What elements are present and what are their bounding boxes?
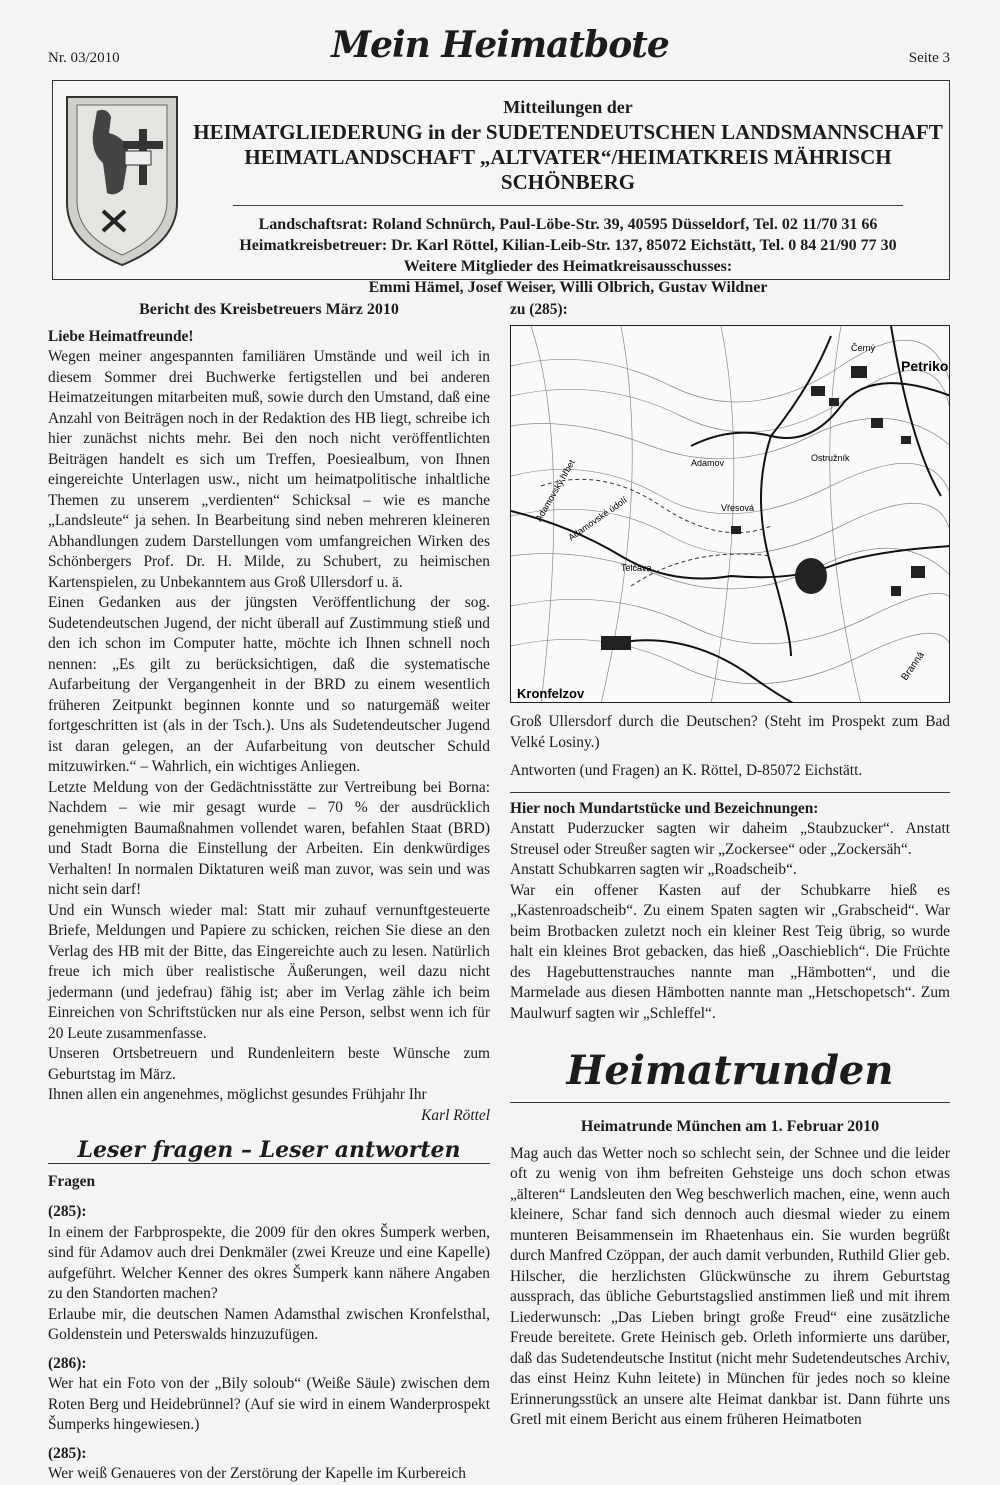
dialect-paragraph-2: Anstatt Schubkarren sagten wir „Roadscheib“.: [510, 861, 797, 878]
question-285-number: (285):: [48, 1203, 87, 1220]
report-paragraph-2: Einen Gedanken aus der jüngsten Veröffentlichung der sog. Sudetendeutschen Jugend, der nicht überall auf Zustimmung stieß und den ich schon im Computer hatte, möchte ich Ihnen schnell noch nennen: „Es gilt zu berücksichtigen, daß die systematische Aufarbeitung der Vergangenheit in der BRD zu einem wesentlich früheren Zeitpunkt beginnen konnte und so naturgemäß weiter fortgeschritten ist (als in der Tsch.). Uns als Sudetendeutscher Jugend ist daran gelegen, an der Aufarbeitung von deutscher Schuld mitzuwirken.“ – Wahrlich, ein wichtiges Anliegen.: [48, 594, 490, 775]
map-drawing: [511, 326, 950, 703]
report-paragraph-6: Ihnen allen ein angenehmes, möglichst gesundes Frühjahr Ihr: [48, 1086, 427, 1103]
banner-line1: Mitteilungen der: [503, 97, 633, 117]
right-column-lower: [510, 712, 950, 1431]
map-label-ostruznik: Ostružník: [811, 453, 850, 463]
contact-heimatkreisbetreuer: Heimatkreisbetreuer: Dr. Karl Röttel, Kilian-Leib-Str. 137, 85072 Eichstätt, Tel. 0 84 21/90 77 30: [239, 237, 897, 254]
signature: Karl Röttel: [421, 1106, 490, 1124]
munich-paragraph: Mag auch das Wetter noch so schlecht sein, der Schnee und die leider oft zu wenig von ihm befreiten Gehsteige uns doch schon etwas „älteren“ Landsleuten den Weg beschwerlich machen, eine, wenn auch kleinere, Schar fand sich dennoch auch diesmal wieder zu einem munteren Beisammensein im Rhaetenhaus ein. Sie wurden begrüßt durch Manfred Czöppan, der auch damit verbunden, Ruthild Glier geb. Hilscher, die herzlichsten Glückwünsche zu ihrem Geburtstag aussprach, das übliche Geburtstagslied anstimmen ließ und mit ihrem Liederwunsch: „Das Lieben bringt große Freud“ eine zusätzliche Freude bereitete. Grete Heinisch geb. Orleth informierte uns darüber, daß das Sudetendeutsche Institut (nicht mehr Sudetendeutsches Archiv, das einst Heinz Kuhn leitete) in München für jedes noch so kleine Erinnerungsstück an unsere alte Heimat dankbar ist. Dann führte uns Gretl mit einem Bericht aus einem früheren Heimatboten: [510, 1144, 950, 1428]
dialect-paragraph-3: War ein offener Kasten auf der Schubkarre hieß es „Kastenroadscheib“. Zu einem Spaten sagten wir „Grabscheid“. War beim Brotbacken zuletzt noch ein kleiner Rest Teig übrig, so wurde halt ein kleines Brot gebacken, das hieß „Oaschieblich“. Die Früchte des Hagebuttenstrauches nannte man „Hämbotten“, und die Marmelade aus diesen Hämbotten nannte man „Hetschopetsch“. Zum Maulwurf sagten wir „Schleffel“.: [510, 881, 950, 1022]
topographic-map: [510, 325, 950, 703]
dialect-paragraph-1: Anstatt Puderzucker sagten wir daheim „Staubzucker“. Anstatt Streusel oder Streußer sagten wir „Zockersee“ oder „Zockersäh“.: [510, 820, 950, 858]
question-285b-number: (285):: [48, 1444, 87, 1462]
dialect-heading: Hier noch Mundartstücke und Bezeichnungen:: [510, 799, 819, 817]
banner-line3: HEIMATLANDSCHAFT „ALTVATER“/HEIMATKREIS MÄHRISCH SCHÖNBERG: [244, 145, 892, 194]
masthead-logo: Mein Heimatbote: [331, 24, 669, 66]
map-label-adamov: Adamov: [691, 458, 725, 468]
issue-number: Nr. 03/2010: [48, 50, 120, 66]
banner-divider: [233, 205, 903, 206]
map-caption: Groß Ullersdorf durch die Deutschen? (Steht im Prospekt zum Bad Velké Losiny.): [510, 713, 950, 751]
report-paragraph-4: Und ein Wunsch wieder mal: Statt mir zuhauf vernunftgesteuerte Briefe, Meldungen und Papiere zu schicken, reichen Sie diese an den Verlag des HB mit der Bitte, das Eingereichte auch zu lesen. Natürlich freue ich mich über realistische Äußerungen, weil dazu nicht jedermann (und jedefrau) fähig ist; aber im Verlag zähle ich beim Einreichen von Schriftstücken nur als eine Person, selbst wenn ich für 20 Leute zusammenfasse.: [48, 901, 490, 1042]
map-label-adamovske-udoli: Adamovské údolí: [566, 494, 629, 543]
report-paragraph-3: Letzte Meldung von der Gedächtnisstätte zur Vertreibung bei Borna: Nachdem – wie mir gesagt wurde – 70 % der ausdrücklich genehmigten Baumaßnahmen vollendet waren, befahlen Staat (BRD) und Stadt Borna die Einstellung der Arbeiten. Ein denkwürdiges Verhalten! In normalen Diktaturen weiß man zuvor, was sein und was nicht sein darf!: [48, 778, 490, 898]
question-285b-text: Wer weiß Genaueres von der Zerstörung der Kapelle im Kurbereich: [48, 1465, 466, 1482]
report-paragraph-5: Unseren Ortsbetreuern und Rundenleitern beste Wünsche zum Geburtstag im März.: [48, 1045, 490, 1083]
answers-address: Antworten (und Fragen) an K. Röttel, D-85072 Eichstätt.: [510, 762, 863, 779]
page-header: [0, 0, 1000, 80]
questions-heading: Fragen: [48, 1172, 96, 1190]
map-label-petriko: Petriko: [901, 358, 949, 374]
banner-text: [193, 97, 943, 298]
left-column: [48, 300, 490, 1485]
heimatrunden-title: Heimatrunden: [566, 1047, 894, 1094]
map-label-kronfelzov: Kronfelzov: [517, 686, 585, 701]
map-label-telcava: Telčava: [621, 563, 652, 573]
reader-section-title: Leser fragen – Leser antworten: [77, 1137, 461, 1163]
right-column: [510, 300, 950, 321]
members-list: Emmi Hämel, Josef Weiser, Willi Olbrich, Gustav Wildner: [368, 279, 768, 296]
dialect-divider: [510, 792, 950, 793]
contact-landschaftsrat: Landschaftsrat: Roland Schnürch, Paul-Löbe-Str. 39, 40595 Düsseldorf, Tel. 02 11/70 31 66: [258, 216, 878, 233]
question-286-number: (286):: [48, 1354, 87, 1372]
question-285-text: In einem der Farbprospekte, die 2009 für den okres Šumperk werben, sind für Adamov auch drei Denkmäler (zwei Kreuze und eine Kapelle) aufgeführt. Welcher Kenner des okres Šumperk kann nähere Angaben zu den Standorten machen?: [48, 1223, 490, 1302]
map-heading: zu (285):: [510, 301, 568, 318]
banner-line2: HEIMATGLIEDERUNG in der SUDETENDEUTSCHEN LANDSMANNSCHAFT: [193, 120, 943, 144]
map-label-branna: Branná: [899, 649, 927, 683]
map-label-adamovsky-hrbet: Adamovský hřbet: [533, 457, 577, 524]
map-label-cerny: Černý: [851, 343, 876, 353]
greeting: Liebe Heimatfreunde!: [48, 327, 194, 345]
heimatrunden-divider: [510, 1102, 950, 1103]
report-paragraph-1: Wegen meiner angespannten familiären Umstände und weil ich in diesem Sommer drei Buchwerke fertigstellen und bei anderen Heimatzeitungen mitarbeiten muß, sowie durch den Umstand, daß eine Anzahl von Beiträgen noch in der Redaktion des HB liegt, schreibe ich hier zunächst nichts mehr. Bei den noch nicht veröffentlichten Beiträgen handelt es sich um Treffen, Poesiealbum, von Ihnen eingereichte Unterlagen usw., nicht um heimatpolitische inhaltliche Themen zu unserem „verdienten“ Schicksal – wie es manche „Landsleute“ ja sehen. In Bearbeitung sind neben mehreren kleineren Abhandlungen zudem Darstellungen vom umfangreichen Wirken des Schönbergers Prof. Dr. H. Milde, zu Schubert, zu heimischen Kartenspielen, zu Unbekanntem aus Groß Ullersdorf u. ä.: [48, 348, 490, 591]
map-label-vresova: Vřesová: [721, 503, 755, 513]
question-285-addendum: Erlaube mir, die deutschen Namen Adamsthal zwischen Kronfelsthal, Goldenstein und Peterswalds hinzuzufügen.: [48, 1305, 490, 1343]
question-286-text: Wer hat ein Foto von der „Bily soloub“ (Weiße Säule) zwischen dem Roten Berg und Heidebrünnel? (Auf sie wird in einem Wanderprospekt Šumperks hingewiesen.): [48, 1375, 490, 1433]
page-number: Seite 3: [908, 50, 950, 66]
members-title: Weitere Mitglieder des Heimatkreisausschusses:: [403, 258, 733, 275]
report-title: Bericht des Kreisbetreuers März 2010: [139, 301, 399, 318]
munich-heading: Heimatrunde München am 1. Februar 2010: [580, 1118, 880, 1135]
coat-of-arms-icon: [63, 93, 181, 269]
organization-banner: [52, 80, 950, 296]
